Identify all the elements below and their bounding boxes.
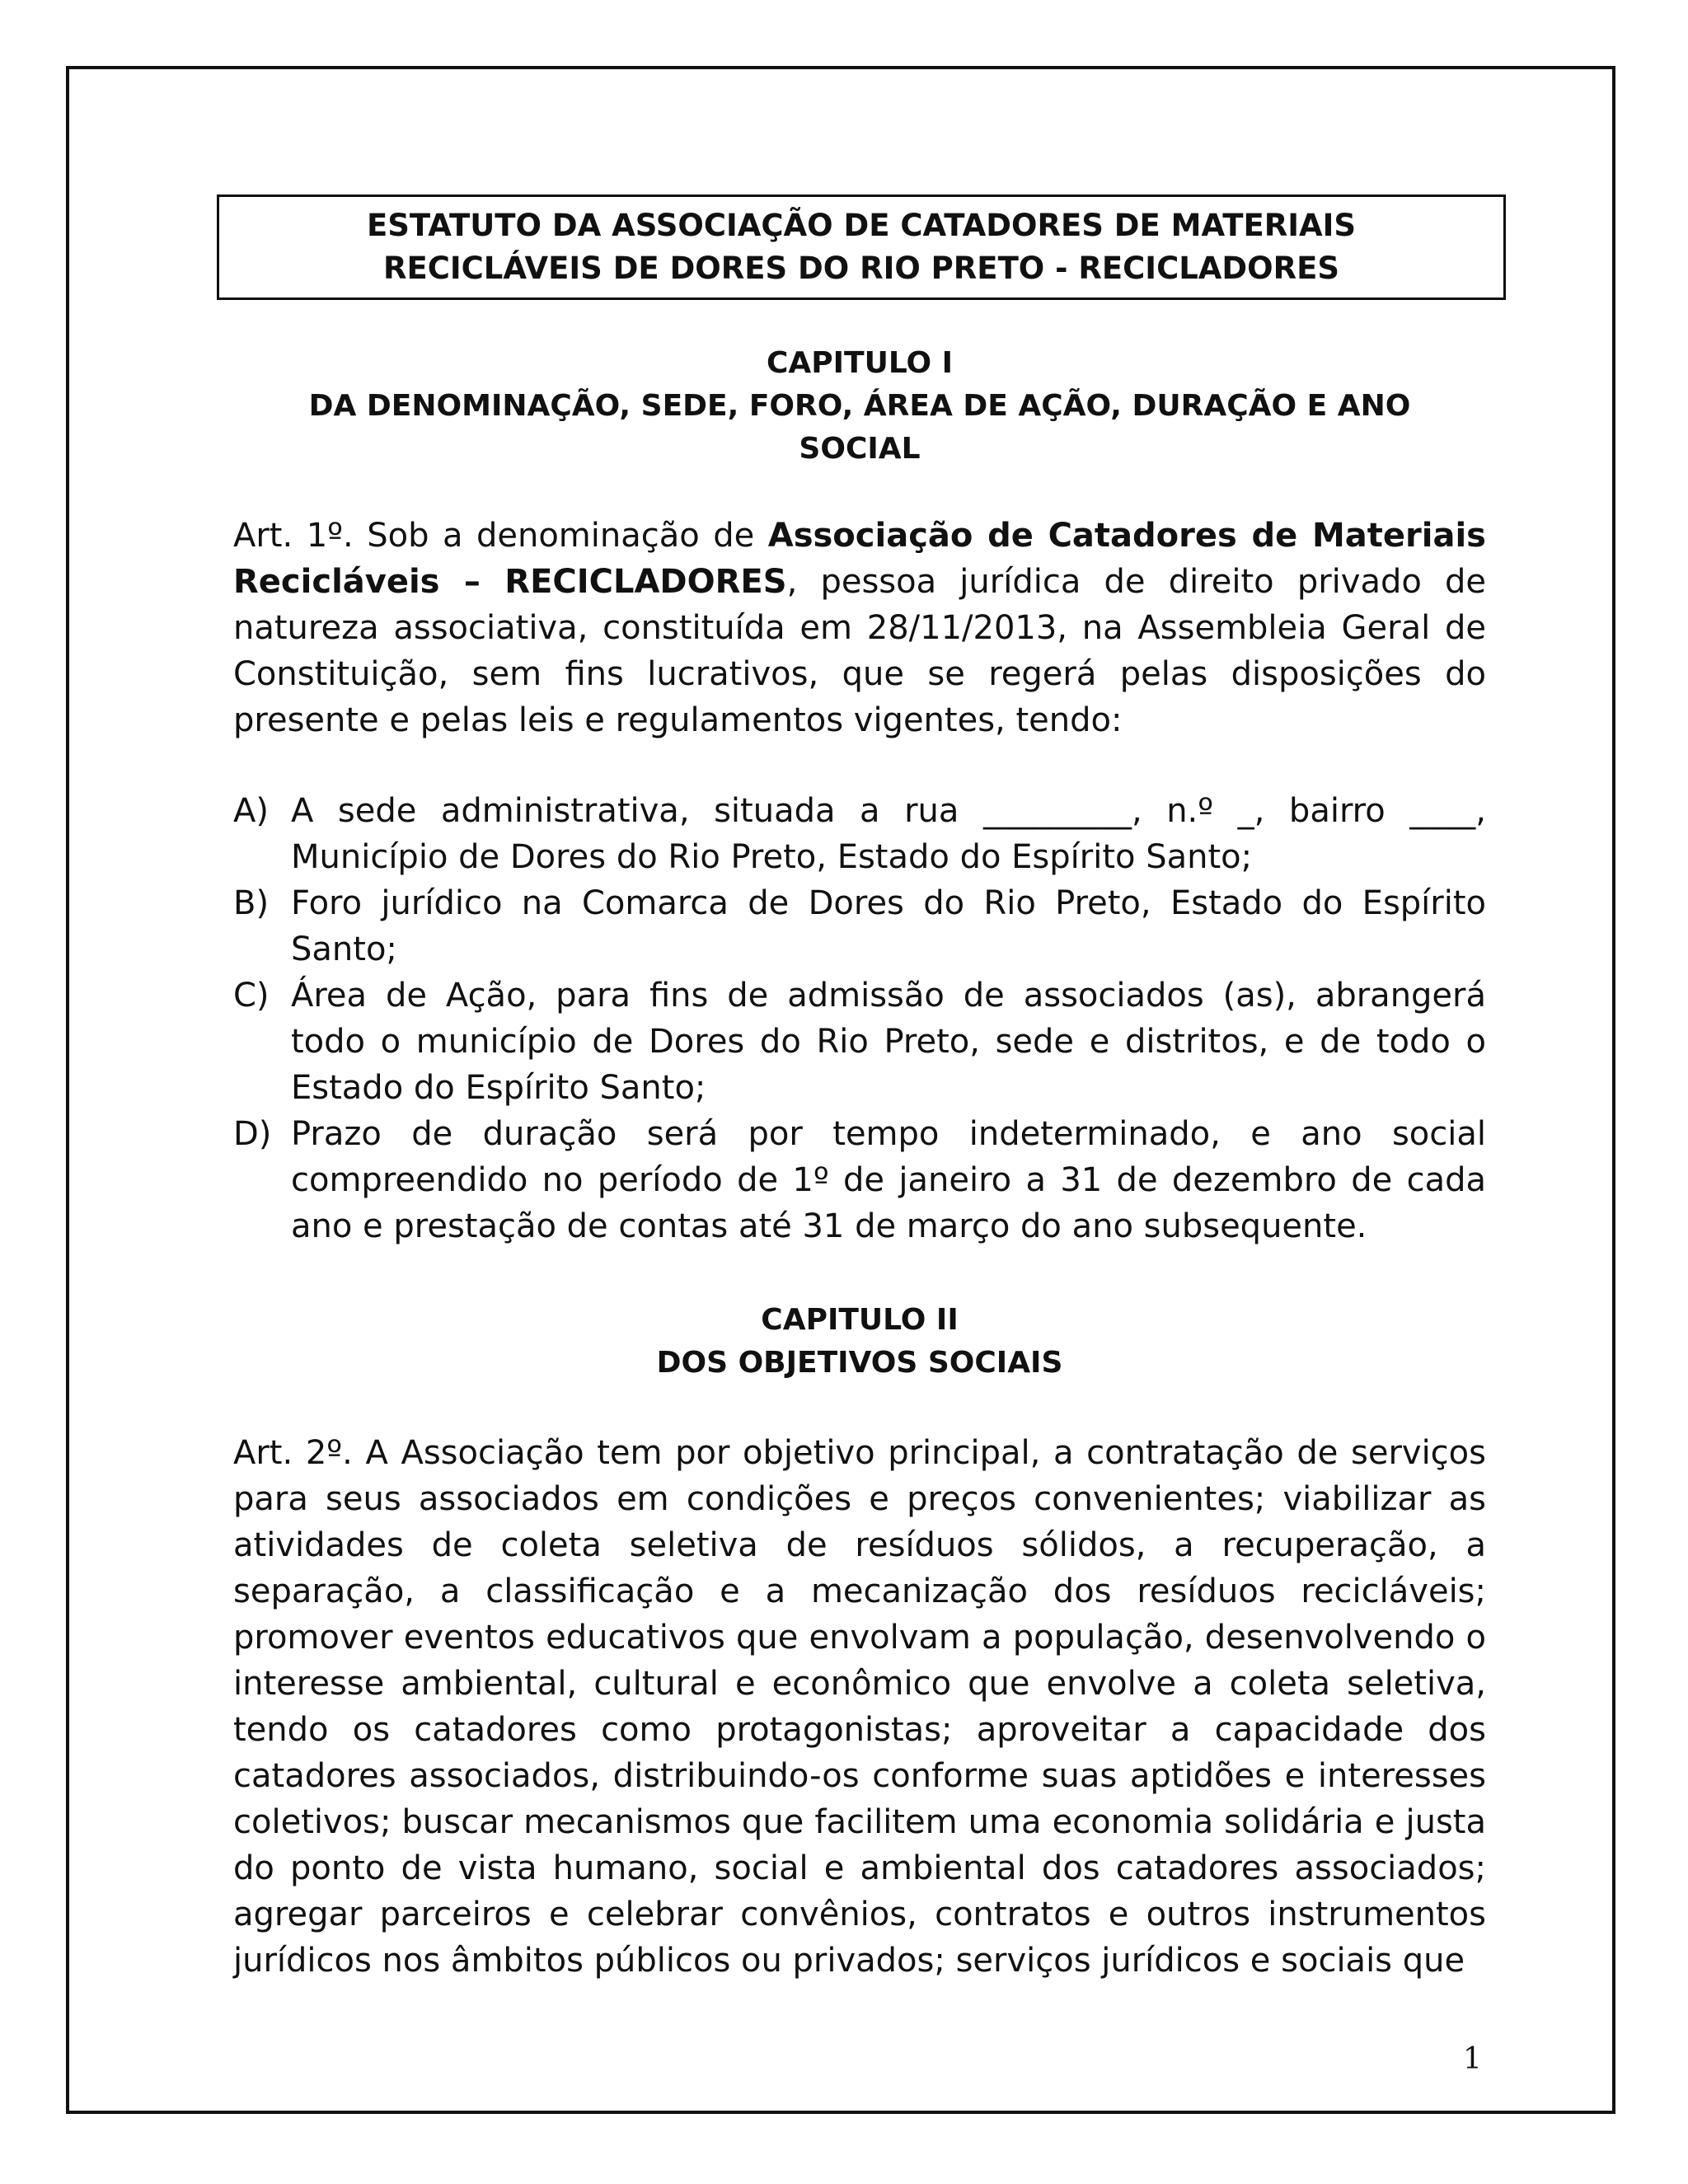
list-item-d (233, 1111, 1486, 1249)
list-item-a (233, 788, 1486, 880)
list-item-text: Foro jurídico na Comarca de Dores do Rio Preto, Estado do Espírito Santo; (291, 884, 1486, 968)
chapter-2-heading-block (233, 1299, 1486, 1385)
document-title-box (217, 194, 1506, 300)
list-item-text: Prazo de duração será por tempo indeterminado, e ano social compreendido no período de 1º de janeiro a 31 de dezembro de cada ano e prestação de contas até 31 de março do ano subsequente. (291, 1115, 1486, 1245)
page-number: 1 (1463, 2042, 1482, 2076)
list-item-letter: C) (233, 977, 270, 1015)
article-1-lead: Art. 1º. Sob a denominação de (233, 517, 768, 555)
list-item-c (233, 972, 1486, 1111)
document-title-line-2: RECICLÁVEIS DE DORES DO RIO PRETO - RECICLADORES (382, 251, 1340, 286)
list-item-letter: D) (233, 1115, 272, 1153)
list-item-b (233, 880, 1486, 972)
chapter-1-heading: CAPITULO I (766, 346, 954, 380)
article-1-items-list (233, 788, 1486, 1249)
chapter-2-heading: CAPITULO II (761, 1303, 959, 1337)
list-item-text: A sede administrativa, situada a rua _________, n.º _, bairro ____, Município de Dores do Rio Preto, Estado do Espírito Santo; (291, 792, 1486, 876)
chapter-1-subtitle-line-2: SOCIAL (799, 432, 921, 466)
chapter-1-heading-block (233, 342, 1486, 471)
chapter-1-subtitle-line-1: DA DENOMINAÇÃO, SEDE, FORO, ÁREA DE AÇÃO, DURAÇÃO E ANO (308, 389, 1411, 423)
document-title-line-1: ESTATUTO DA ASSOCIAÇÃO DE CATADORES DE MATERIAIS (366, 208, 1357, 243)
list-item-letter: A) (233, 792, 269, 830)
article-1-association-name: Associação de Catadores de Materiais Recicláveis – RECICLADORES (233, 517, 1486, 601)
article-2-paragraph: Art. 2º. A Associação tem por objetivo principal, a contratação de serviços para seus associados em condições e preços convenientes; viabilizar as atividades de coleta seletiva de resíduos sólidos, a recuperação, a separação, a classificação e a mecanização dos resíduos recicláveis; promover eventos educativos que envolvam a população, desenvolvendo o interesse ambiental, cultural e econômico que envolve a coleta seletiva, tendo os catadores como protagonistas; aproveitar a capacidade dos catadores associados, distribuindo-os conforme suas aptidões e interesses coletivos; buscar mecanismos que facilitem uma economia solidária e justa do ponto de vista humano, social e ambiental dos catadores associados; agregar parceiros e celebrar convênios, contratos e outros instrumentos jurídicos nos âmbitos públicos ou privados; serviços jurídicos e sociais que (233, 1434, 1486, 1980)
chapter-2-subtitle: DOS OBJETIVOS SOCIAIS (656, 1346, 1063, 1380)
list-item-text: Área de Ação, para fins de admissão de associados (as), abrangerá todo o município de Dores do Rio Preto, sede e distritos, e de todo o Estado do Espírito Santo; (291, 977, 1486, 1107)
article-1-body: , pessoa jurídica de direito privado de natureza associativa, constituída em 28/11/2013, na Assembleia Geral de Constituição, sem fins lucrativos, que se regerá pelas disposições do presente e pelas leis e regulamentos vigentes, tendo: (233, 563, 1486, 739)
list-item-letter: B) (233, 884, 270, 922)
article-1-paragraph (233, 513, 1486, 743)
